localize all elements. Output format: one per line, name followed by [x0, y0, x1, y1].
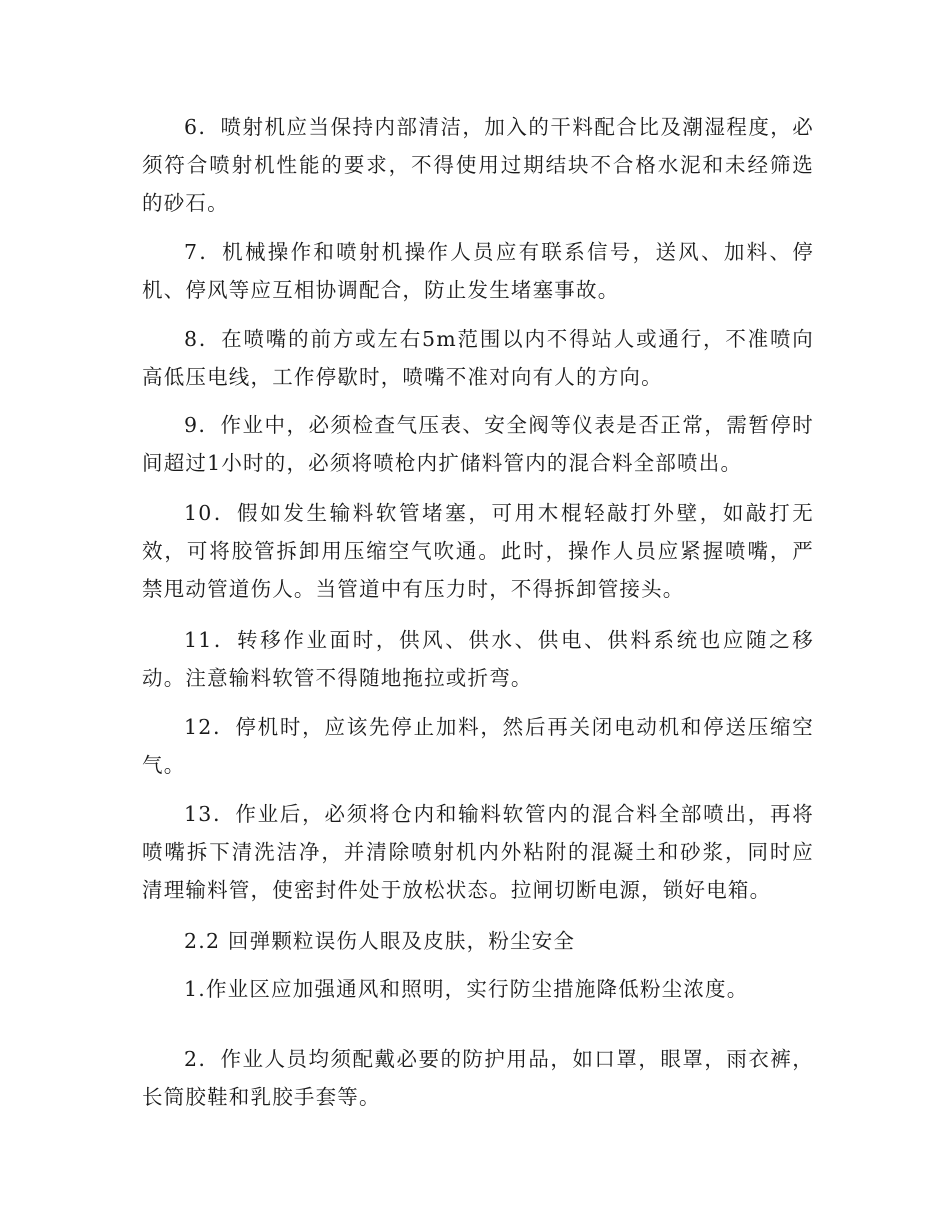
paragraph-item-8: 8．在喷嘴的前方或左右5m范围以内不得站人或通行，不准喷向高低压电线，工作停歇时，喷嘴不准对向有人的方向。 [142, 327, 814, 389]
paragraph-item-6: 6．喷射机应当保持内部清洁，加入的干料配合比及潮湿程度，必须符合喷射机性能的要求，不得使用过期结块不合格水泥和未经筛选的砂石。 [142, 115, 814, 215]
paragraph-item-7: 7．机械操作和喷射机操作人员应有联系信号，送风、加料、停机、停风等应互相协调配合，防止发生堵塞事故。 [142, 240, 814, 302]
paragraph-item-11: 11．转移作业面时，供风、供水、供电、供料系统也应随之移动。注意输料软管不得随地拖拉或折弯。 [142, 628, 814, 690]
paragraph-item-s2: 2．作业人员均须配戴必要的防护用品，如口罩，眼罩，雨衣裤，长筒胶鞋和乳胶手套等。 [142, 1047, 814, 1109]
paragraph-item-10: 10．假如发生输料软管堵塞，可用木棍轻敲打外壁，如敲打无效，可将胶管拆卸用压缩空气吹通。此时，操作人员应紧握喷嘴，严禁甩动管道伤人。当管道中有压力时，不得拆卸管接头。 [142, 501, 814, 601]
paragraph-item-s1: 1.作业区应加强通风和照明，实行防尘措施降低粉尘浓度。 [184, 977, 749, 1001]
paragraph-item-12: 12．停机时，应该先停止加料，然后再关闭电动机和停送压缩空气。 [142, 715, 814, 777]
paragraph-item-9: 9．作业中，必须检查气压表、安全阀等仪表是否正常，需暂停时间超过1小时的，必须将喷枪内扩储料管内的混合料全部喷出。 [142, 413, 814, 475]
paragraph-item-13: 13．作业后，必须将仓内和输料软管内的混合料全部喷出，再将喷嘴拆下清洗洁净，并清除喷射机内外粘附的混凝土和砂浆，同时应清理输料管，使密封件处于放松状态。拉闸切断电源，锁好电箱。 [142, 802, 814, 902]
section-heading: 2.2 回弹颗粒误伤人眼及皮肤，粉尘安全 [184, 929, 576, 953]
